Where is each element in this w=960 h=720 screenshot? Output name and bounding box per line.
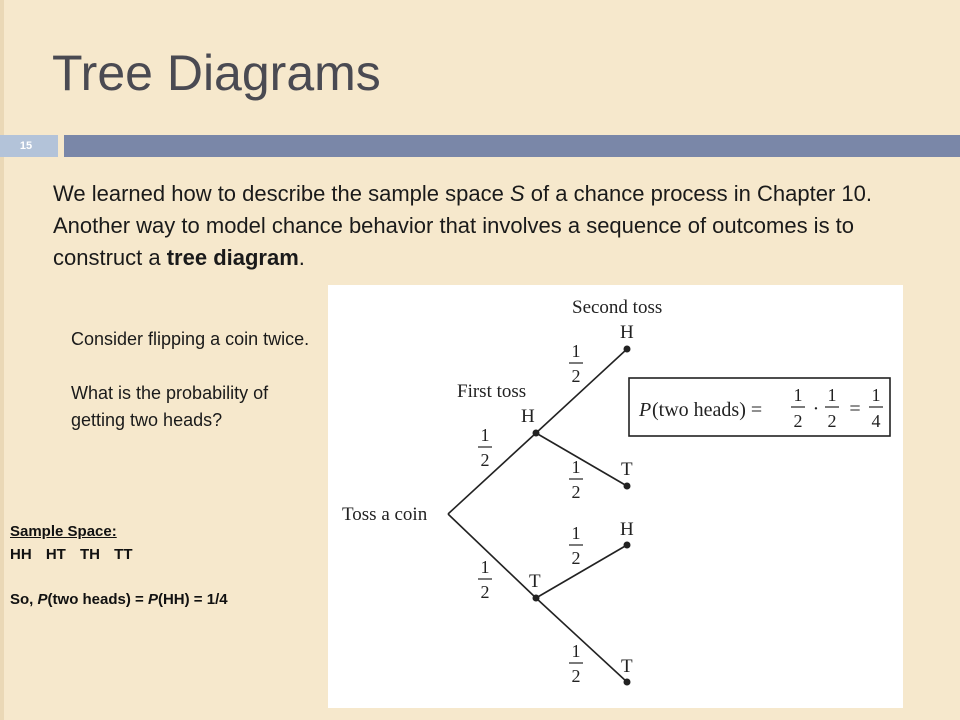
- formula-frac2-den: 2: [827, 411, 837, 431]
- prob-root-h-den: 2: [480, 450, 490, 470]
- first-t-label: T: [529, 571, 541, 592]
- intro-text-3: of a chance process in Chapter 10. Another way to model chance behavior that involves a sequence of outcomes is to construct a: [53, 181, 872, 270]
- prob-t-h: [569, 523, 583, 568]
- prob-root-h: [478, 425, 492, 470]
- question-line-1: Consider flipping a coin twice.: [71, 329, 310, 349]
- prob-root-t-num: 1: [480, 557, 490, 577]
- formula-frac2-num: 1: [827, 385, 837, 405]
- prob-t-t: [569, 641, 583, 686]
- second-toss-label: Second toss: [572, 297, 663, 318]
- formula-frac1-den: 2: [793, 411, 803, 431]
- prob-root-t: [478, 557, 492, 602]
- prob-t-h-den: 2: [571, 548, 581, 568]
- formula-result-den: 4: [871, 411, 881, 431]
- branch-root-to-t: [448, 514, 536, 598]
- prob-t-h-num: 1: [571, 523, 581, 543]
- ht-label: T: [621, 459, 633, 480]
- prob-t-t-den: 2: [571, 666, 581, 686]
- formula-equals: =: [849, 398, 861, 420]
- tt-label: T: [621, 656, 633, 677]
- title-divider-bar: [64, 135, 960, 157]
- probability-formula-box: [629, 378, 890, 436]
- tree-diagram-panel: [328, 285, 903, 708]
- formula-frac1-num: 1: [793, 385, 803, 405]
- formula-dot: ·: [812, 398, 820, 420]
- formula-text: (two heads) =: [652, 399, 763, 421]
- branch-root-to-h: [448, 433, 536, 514]
- formula-result-num: 1: [871, 385, 881, 405]
- formula-p: P: [639, 399, 652, 421]
- tree-diagram: [328, 285, 903, 708]
- prob-h-t: [569, 457, 583, 502]
- root-label: Toss a coin: [342, 504, 428, 525]
- intro-text-4: .: [298, 245, 305, 270]
- node-hh: [624, 346, 631, 353]
- probability-conclusion: [10, 588, 330, 611]
- node-th: [624, 542, 631, 549]
- branch-h-to-ht: [536, 433, 627, 486]
- branch-t-to-th: [536, 545, 627, 598]
- prob-root-h-num: 1: [480, 425, 490, 445]
- prob-h-t-num: 1: [571, 457, 581, 477]
- prob-h-t-den: 2: [571, 482, 581, 502]
- hh-label: H: [620, 322, 634, 343]
- question-block: [71, 326, 321, 434]
- prob-t-t-num: 1: [571, 641, 581, 661]
- th-label: H: [620, 519, 634, 540]
- sample-space-heading: Sample Space:: [10, 523, 117, 540]
- conclusion-p1: P: [37, 591, 48, 608]
- conclusion-p2: P: [147, 591, 158, 608]
- prob-root-t-den: 2: [480, 582, 490, 602]
- prob-h-h-num: 1: [571, 341, 581, 361]
- branch-t-to-tt: [536, 598, 627, 682]
- node-ht: [624, 483, 631, 490]
- node-tt: [624, 679, 631, 686]
- prob-h-h-den: 2: [571, 366, 581, 386]
- first-h-label: H: [521, 406, 535, 427]
- left-edge-strip: [0, 0, 4, 720]
- slide-number: 15: [19, 140, 33, 152]
- conclusion-prefix: So,: [10, 591, 38, 608]
- intro-paragraph: [53, 178, 933, 274]
- intro-bold-term: tree diagram: [166, 245, 299, 270]
- node-first-h: [533, 430, 540, 437]
- first-toss-label: First toss: [457, 381, 527, 402]
- intro-sample-space-symbol: S: [509, 181, 525, 206]
- branch-h-to-hh: [536, 349, 627, 433]
- intro-text-1: We learned how to describe the sample space: [53, 181, 510, 206]
- conclusion-mid: (two heads) =: [47, 591, 148, 608]
- node-first-t: [533, 595, 540, 602]
- conclusion-suffix: (HH) = 1/4: [157, 591, 228, 608]
- prob-h-h: [569, 341, 583, 386]
- question-line-2: What is the probability of getting two heads?: [71, 383, 269, 430]
- sample-space-block: [10, 520, 330, 611]
- slide-title: Tree Diagrams: [52, 45, 381, 101]
- sample-space-outcomes: HH HT TH TT: [10, 546, 133, 563]
